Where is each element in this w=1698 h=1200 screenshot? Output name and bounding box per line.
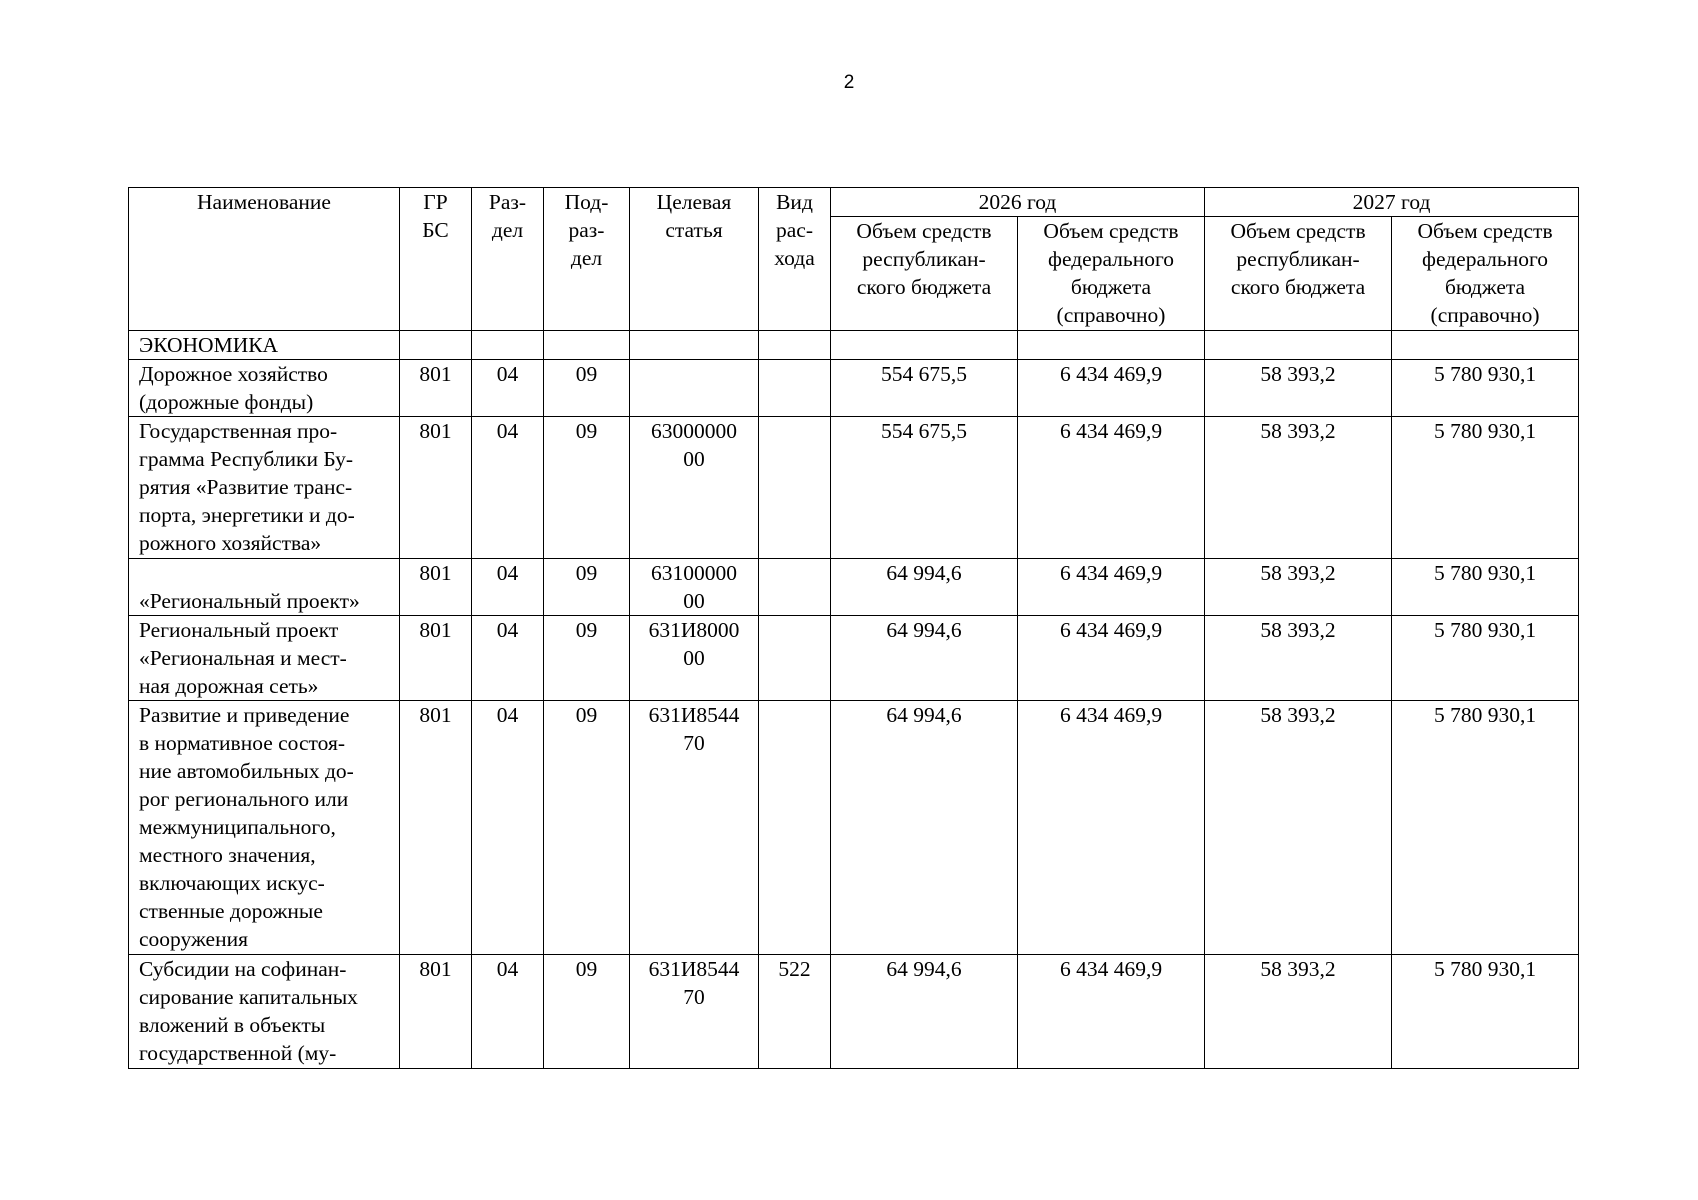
row-rep-2026: 64 994,6 bbox=[831, 559, 1018, 616]
table-row bbox=[129, 360, 1579, 417]
row-rep-2027: 58 393,2 bbox=[1205, 955, 1392, 1069]
header-fed-budget-2026: Объем средств федерального бюджета (справочно) bbox=[1018, 217, 1205, 331]
row-fed-2026: 6 434 469,9 bbox=[1018, 360, 1205, 417]
header-year-2027: 2027 год bbox=[1205, 188, 1579, 217]
row-rep-2027: 58 393,2 bbox=[1205, 616, 1392, 701]
header-vid: Вид рас- хода bbox=[759, 188, 831, 331]
row-fed-2027: 5 780 930,1 bbox=[1392, 616, 1579, 701]
header-razdel: Раз- дел bbox=[472, 188, 544, 331]
header-name: Наименование bbox=[129, 188, 400, 331]
row-name: Региональный проект «Региональная и мест- ная дорожная сеть» bbox=[129, 616, 400, 701]
section-row bbox=[129, 331, 1579, 360]
table-row bbox=[129, 417, 1579, 559]
row-name: «Региональный проект» bbox=[129, 559, 400, 616]
row-rep-2026: 554 675,5 bbox=[831, 360, 1018, 417]
row-rep-2026: 554 675,5 bbox=[831, 417, 1018, 559]
row-rep-2027: 58 393,2 bbox=[1205, 559, 1392, 616]
row-rep-2027: 58 393,2 bbox=[1205, 360, 1392, 417]
row-fed-2026: 6 434 469,9 bbox=[1018, 955, 1205, 1069]
row-target: 63000000 00 bbox=[630, 417, 759, 559]
row-vid: 522 bbox=[759, 955, 831, 1069]
row-fed-2027: 5 780 930,1 bbox=[1392, 559, 1579, 616]
row-fed-2026: 6 434 469,9 bbox=[1018, 417, 1205, 559]
row-vid bbox=[759, 616, 831, 701]
row-fed-2027: 5 780 930,1 bbox=[1392, 417, 1579, 559]
row-name: Развитие и приведение в нормативное состоя- ние автомобильных до- рог регионального или межмуниципального, местного значения, включающих искус- ственные дорожные сооружения bbox=[129, 701, 400, 955]
row-razdel: 04 bbox=[472, 559, 544, 616]
row-razdel: 04 bbox=[472, 616, 544, 701]
budget-table bbox=[128, 187, 1579, 1069]
row-razdel: 04 bbox=[472, 417, 544, 559]
row-rep-2026: 64 994,6 bbox=[831, 616, 1018, 701]
table-row bbox=[129, 616, 1579, 701]
row-target: 631И8544 70 bbox=[630, 955, 759, 1069]
table-row bbox=[129, 701, 1579, 955]
section-title: ЭКОНОМИКА bbox=[129, 331, 400, 360]
row-fed-2027: 5 780 930,1 bbox=[1392, 955, 1579, 1069]
row-grbs: 801 bbox=[400, 955, 472, 1069]
row-razdel: 04 bbox=[472, 701, 544, 955]
row-podrazdel: 09 bbox=[544, 701, 630, 955]
header-grbs: ГР БС bbox=[400, 188, 472, 331]
row-podrazdel: 09 bbox=[544, 417, 630, 559]
page-number: 2 bbox=[843, 72, 855, 93]
row-rep-2027: 58 393,2 bbox=[1205, 701, 1392, 955]
row-target: 631И8544 70 bbox=[630, 701, 759, 955]
row-target bbox=[630, 360, 759, 417]
row-podrazdel: 09 bbox=[544, 955, 630, 1069]
row-razdel: 04 bbox=[472, 955, 544, 1069]
header-rep-budget-2026: Объем средств республикан- ского бюджета bbox=[831, 217, 1018, 331]
row-fed-2027: 5 780 930,1 bbox=[1392, 701, 1579, 955]
row-razdel: 04 bbox=[472, 360, 544, 417]
row-fed-2026: 6 434 469,9 bbox=[1018, 559, 1205, 616]
row-rep-2026: 64 994,6 bbox=[831, 955, 1018, 1069]
table-body bbox=[129, 331, 1579, 1069]
row-vid bbox=[759, 360, 831, 417]
row-target: 631И8000 00 bbox=[630, 616, 759, 701]
header-fed-budget-2027: Объем средств федерального бюджета (справочно) bbox=[1392, 217, 1579, 331]
row-rep-2026: 64 994,6 bbox=[831, 701, 1018, 955]
row-fed-2027: 5 780 930,1 bbox=[1392, 360, 1579, 417]
row-name: Дорожное хозяйство (дорожные фонды) bbox=[129, 360, 400, 417]
row-vid bbox=[759, 701, 831, 955]
row-rep-2027: 58 393,2 bbox=[1205, 417, 1392, 559]
row-podrazdel: 09 bbox=[544, 559, 630, 616]
row-fed-2026: 6 434 469,9 bbox=[1018, 701, 1205, 955]
row-name: Государственная про- грамма Республики Бу- рятия «Развитие транс- порта, энергетики и до- рожного хозяйства» bbox=[129, 417, 400, 559]
row-podrazdel: 09 bbox=[544, 360, 630, 417]
header-podrazdel: Под- раз- дел bbox=[544, 188, 630, 331]
table-row bbox=[129, 955, 1579, 1069]
header-target: Целевая статья bbox=[630, 188, 759, 331]
table-row bbox=[129, 559, 1579, 616]
row-grbs: 801 bbox=[400, 559, 472, 616]
row-podrazdel: 09 bbox=[544, 616, 630, 701]
header-rep-budget-2027: Объем средств республикан- ского бюджета bbox=[1205, 217, 1392, 331]
row-vid bbox=[759, 559, 831, 616]
header-year-2026: 2026 год bbox=[831, 188, 1205, 217]
row-grbs: 801 bbox=[400, 701, 472, 955]
row-grbs: 801 bbox=[400, 417, 472, 559]
table-header bbox=[129, 188, 1579, 331]
row-grbs: 801 bbox=[400, 360, 472, 417]
row-grbs: 801 bbox=[400, 616, 472, 701]
row-target: 63100000 00 bbox=[630, 559, 759, 616]
row-fed-2026: 6 434 469,9 bbox=[1018, 616, 1205, 701]
row-vid bbox=[759, 417, 831, 559]
row-name: Субсидии на софинан- сирование капитальных вложений в объекты государственной (му- bbox=[129, 955, 400, 1069]
